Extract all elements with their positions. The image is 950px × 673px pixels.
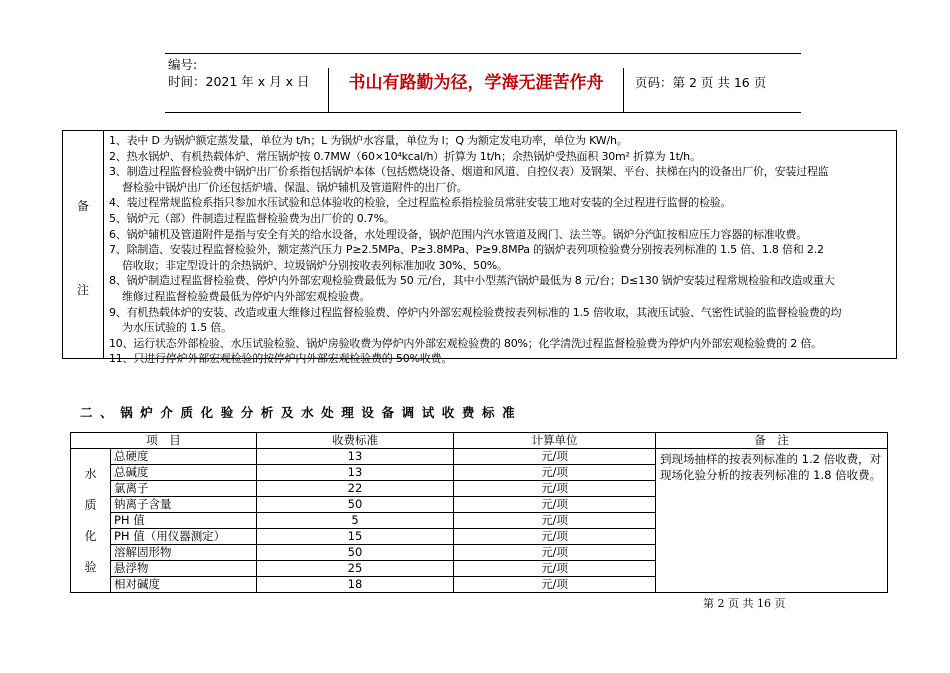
- fee-cell: 13: [257, 449, 454, 465]
- unit-cell: 元/项: [454, 449, 656, 465]
- header-bottom-rule: [165, 112, 801, 113]
- group-label-char: 化: [84, 528, 97, 543]
- note-line: 9、有机热载体炉的安装、改造或重大维修过程监督检验费、停炉内外部宏观检验费按表列标准的 1.5 倍收取，其液压试验、气密性试验的监督检验费的均: [109, 305, 842, 319]
- note-line: 为水压试验的 1.5 倍。: [122, 321, 232, 335]
- note-line: 6、锅炉辅机及管道附件是指与安全有关的给水设备，水处理设备，锅炉范围内汽水管道及阀门、法兰等。锅炉分汽缸按相应压力容器的标准收费。: [109, 227, 807, 241]
- fee-cell: 50: [257, 497, 454, 513]
- table-header-row: [71, 433, 888, 449]
- fee-cell: 15: [257, 529, 454, 545]
- fee-cell: 5: [257, 513, 454, 529]
- item-cell: 钠离子含量: [111, 497, 257, 513]
- table-row: [71, 449, 888, 465]
- group-label-char: 水: [84, 466, 97, 481]
- header-divider-2: [623, 68, 624, 112]
- item-cell: 氯离子: [111, 481, 257, 497]
- note-line: 4、装过程常规监检系指只参加水压试验和总体验收的检验，全过程监检系指检验员常驻安装工地对安装的全过程进行监督的检验。: [109, 196, 732, 210]
- item-cell: 相对碱度: [111, 577, 257, 593]
- unit-cell: 元/项: [454, 529, 656, 545]
- header-motto: 书山有路勤为径，学海无涯苦作舟: [348, 73, 604, 93]
- fee-cell: 25: [257, 561, 454, 577]
- fee-cell: 13: [257, 465, 454, 481]
- note-line: 1、表中 D 为锅炉额定蒸发量，单位为 t/h；L 为锅炉水容量，单位为 l；Q 为额定发电功率，单位为 KW/h。: [109, 134, 628, 147]
- header-fee: 收费标准: [257, 433, 454, 449]
- note-line: 督检验中锅炉出厂价还包括炉墙、保温、锅炉辅机及管道附件的出厂价。: [122, 180, 468, 194]
- fee-cell: 22: [257, 481, 454, 497]
- item-cell: PH 值（用仪器测定）: [111, 529, 257, 545]
- header-top-rule: [165, 53, 801, 54]
- section-title: 二、锅炉介质化验分析及水处理设备调试收费标准: [80, 405, 523, 420]
- fee-cell: 18: [257, 577, 454, 593]
- note-line: 维修过程监督检验费最低为停炉内外部宏观检验费。: [122, 289, 371, 303]
- fee-table: [70, 432, 888, 593]
- remark-cell: 到现场抽样的按表列标准的 1.2 倍收费，对现场化验分析的按表列标准的 1.8 倍收费。: [656, 449, 888, 593]
- group-label-char: 质: [84, 497, 97, 512]
- item-cell: PH 值: [111, 513, 257, 529]
- note-line: 7、除制造、安装过程监督检验外，额定蒸汽压力 P≥2.5MPa、P≥3.8MPa、P≥9.8MPa 的锅炉表列项检验费分别按表列标准的 1.5 倍、1.8 倍和 2.2: [109, 243, 824, 257]
- unit-cell: 元/项: [454, 545, 656, 561]
- fee-cell: 50: [257, 545, 454, 561]
- header-item: 项 目: [71, 433, 257, 449]
- group-label: [71, 449, 111, 593]
- group-label-char: 验: [84, 559, 97, 574]
- note-line: 5、锅炉元（部）件制造过程监督检验费为出厂价的 0.7%。: [109, 211, 395, 225]
- item-cell: 总碱度: [111, 465, 257, 481]
- header-divider-1: [328, 68, 329, 112]
- header-unit: 计算单位: [454, 433, 656, 449]
- note-line: 2、热水锅炉、有机热载体炉、常压锅炉按 0.7MW（60×10⁴kcal/h）折算为 1t/h；余热锅炉受热面积 30m² 折算为 1t/h。: [109, 149, 701, 163]
- header-page-info: 页码：第 2 页 共 16 页: [635, 75, 767, 90]
- document-time: 时间：2021 年 x 月 x 日: [168, 74, 310, 89]
- note-line: 倍收取；非定型设计的余热锅炉、垃圾锅炉分别按收表列标准加收 30%、50%。: [122, 258, 508, 272]
- note-line: 11、只进行停炉外部宏观检验的按停炉内外部宏观检验费的 50%收费。: [109, 352, 453, 366]
- header-remark: 备 注: [656, 433, 888, 449]
- unit-cell: 元/项: [454, 577, 656, 593]
- item-cell: 总硬度: [111, 449, 257, 465]
- document-number-label: 编号:: [168, 57, 198, 72]
- unit-cell: 元/项: [454, 513, 656, 529]
- footer-page-number: 第 2 页 共 16 页: [703, 597, 786, 610]
- item-cell: 溶解固形物: [111, 545, 257, 561]
- note-line: 3、制造过程监督检验费中锅炉出厂价系指包括锅炉本体（包括燃烧设备、烟道和风道、自控仪表）及钢架、平台、扶梯在内的设备出厂价，安装过程监: [109, 165, 829, 179]
- notes-side-label: [63, 131, 104, 358]
- note-line: 8、锅炉制造过程监督检验费、停炉内外部宏观检验费最低为 50 元/台，其中小型蒸汽锅炉最低为 8 元/台；D≤130 锅炉安装过程常规检验和改造或重大: [109, 274, 835, 288]
- notes-box: [62, 130, 897, 366]
- unit-cell: 元/项: [454, 497, 656, 513]
- notes-body: [109, 133, 893, 367]
- notes-side-char-1: 备: [76, 199, 89, 213]
- notes-side-char-2: 注: [76, 283, 89, 297]
- note-line: 10、运行状态外部检验、水压试验检验、锅炉房验收费为停炉内外部宏观检验费的 80%；化学清洗过程监督检验费为停炉内外部宏观检验费的 2 倍。: [109, 336, 822, 350]
- unit-cell: 元/项: [454, 561, 656, 577]
- unit-cell: 元/项: [454, 465, 656, 481]
- item-cell: 悬浮物: [111, 561, 257, 577]
- header-meta: [168, 56, 309, 90]
- unit-cell: 元/项: [454, 481, 656, 497]
